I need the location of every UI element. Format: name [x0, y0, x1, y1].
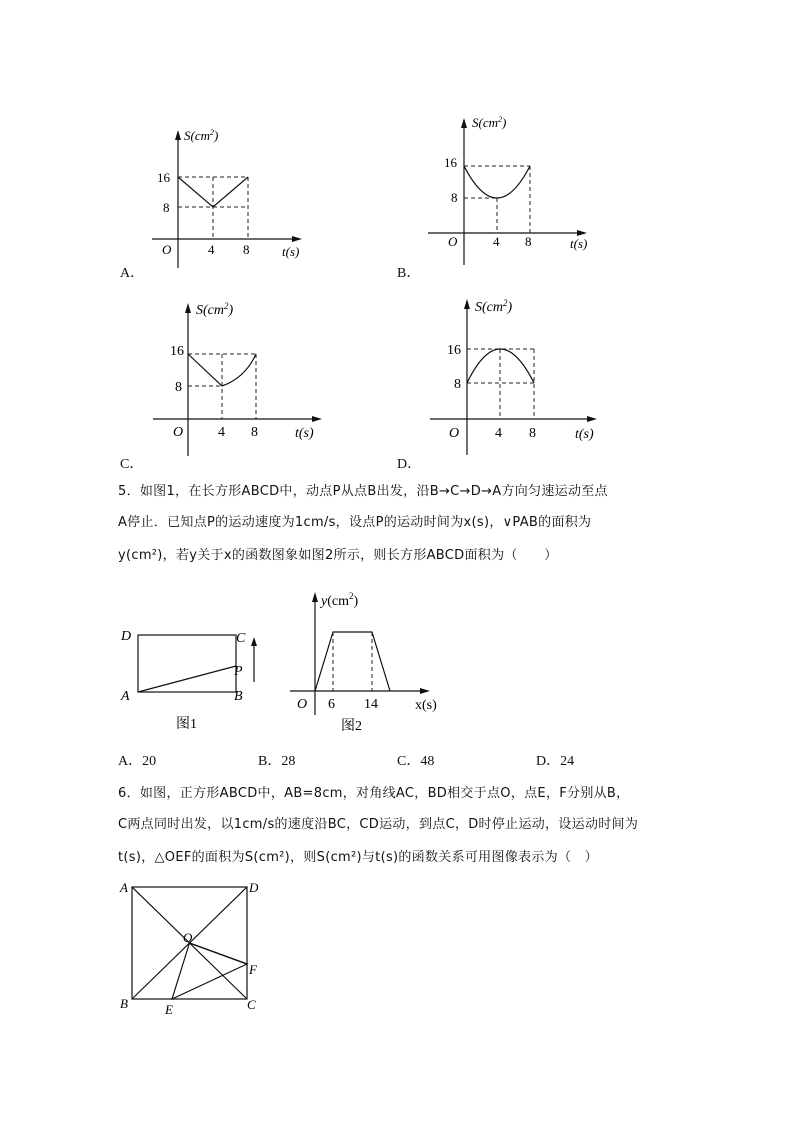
- q5-option-b: B．28: [258, 754, 296, 769]
- q6-text-line1: 6．如图，正方形ABCD中，AB=8cm，对角线AC，BD相交于点O，点E，F分别从B，: [118, 786, 630, 801]
- segment-ap: [138, 666, 236, 692]
- svg-text:O: O: [449, 426, 460, 441]
- svg-text:8: 8: [454, 377, 461, 392]
- q5-option-d: D．24: [536, 754, 575, 769]
- svg-text:C: C: [247, 997, 256, 1012]
- y-axis-label: $S(cm^2)$: [184, 128, 219, 143]
- svg-text:8: 8: [251, 425, 258, 440]
- q5-option-c: C．48: [397, 754, 435, 769]
- svg-text:图1: 图1: [176, 717, 197, 732]
- option-b-label: B．: [397, 266, 421, 281]
- graph-c-curve: [222, 354, 256, 386]
- svg-text:F: F: [249, 962, 257, 977]
- svg-text:16: 16: [170, 344, 184, 359]
- svg-text:P: P: [234, 664, 243, 679]
- graph-option-d: [425, 292, 615, 457]
- q5-figure-1: [118, 620, 278, 740]
- svg-text:E: E: [165, 1002, 173, 1017]
- svg-text:4: 4: [218, 425, 225, 440]
- svg-text:8: 8: [243, 242, 250, 257]
- option-c-label: C．: [120, 457, 144, 472]
- svg-text:t(s): t(s): [295, 426, 314, 441]
- svg-text:8: 8: [163, 200, 170, 215]
- svg-text:16: 16: [444, 155, 457, 170]
- svg-text:D: D: [121, 629, 132, 644]
- svg-text:8: 8: [529, 426, 536, 441]
- graph-b-curve: [464, 166, 530, 198]
- q6-text-line2: C两点同时出发，以1cm/s的速度沿BC，CD运动，到点C，D时停止运动，设运动时间为: [118, 817, 639, 832]
- graph-option-b: [420, 115, 610, 270]
- graph-c-line: [188, 354, 222, 386]
- svg-text:16: 16: [447, 343, 461, 358]
- svg-text:O: O: [162, 242, 172, 257]
- q5-graph-curve: [315, 632, 390, 691]
- svg-text:8: 8: [451, 190, 458, 205]
- option-a-label: A．: [120, 266, 145, 281]
- svg-text:4: 4: [208, 242, 215, 257]
- svg-text:A: A: [121, 689, 130, 704]
- q5-option-a: A．20: [118, 754, 157, 769]
- svg-text:t(s): t(s): [575, 427, 594, 442]
- q5-text-line2: A停止．已知点P的运动速度为1cm/s，设点P的运动时间为x(s)，∨PAB的面积为: [118, 515, 592, 530]
- graph-option-c: [145, 298, 335, 458]
- q6-square-figure: [115, 878, 275, 1018]
- svg-text:16: 16: [157, 170, 170, 185]
- svg-text:D: D: [249, 880, 259, 895]
- svg-text:图2: 图2: [341, 719, 362, 734]
- y-axis-label: $S(cm^2)$: [196, 301, 234, 318]
- svg-text:6: 6: [328, 697, 335, 712]
- q6-text-line3: t(s)，△OEF的面积为S(cm²)，则S(cm²)与t(s)的函数关系可用图像表示为（ ）: [118, 850, 598, 865]
- triangle-oef: [172, 943, 247, 999]
- q5-text-line3: y(cm²)，若y关于x的函数图象如图2所示，则长方形ABCD面积为（ ）: [118, 548, 558, 563]
- svg-text:t(s): t(s): [282, 244, 300, 259]
- svg-text:O: O: [183, 930, 193, 945]
- svg-text:14: 14: [364, 697, 378, 712]
- graph-option-a: [140, 125, 330, 270]
- q5-figure-2: [285, 585, 455, 740]
- svg-text:C: C: [236, 631, 246, 646]
- svg-text:A: A: [120, 880, 128, 895]
- y-axis-label: $S(cm^2)$: [472, 115, 507, 130]
- svg-text:O: O: [448, 234, 458, 249]
- option-d-label: D．: [397, 457, 422, 472]
- svg-text:t(s): t(s): [570, 236, 588, 251]
- svg-text:8: 8: [525, 234, 532, 249]
- q5-y-label: $y(cm^2)$: [321, 591, 359, 609]
- q5-text-line1: 5．如图1，在长方形ABCD中，动点P从点B出发，沿B→C→D→A方向匀速运动至点: [118, 484, 608, 499]
- svg-text:O: O: [297, 697, 308, 712]
- svg-text:8: 8: [175, 380, 182, 395]
- svg-text:B: B: [120, 996, 128, 1011]
- svg-text:O: O: [173, 425, 184, 440]
- svg-text:B: B: [234, 689, 243, 704]
- y-axis-label: $S(cm^2)$: [475, 298, 513, 315]
- svg-text:4: 4: [493, 234, 500, 249]
- svg-text:4: 4: [495, 426, 502, 441]
- q5-x-label: x(s): [415, 698, 437, 713]
